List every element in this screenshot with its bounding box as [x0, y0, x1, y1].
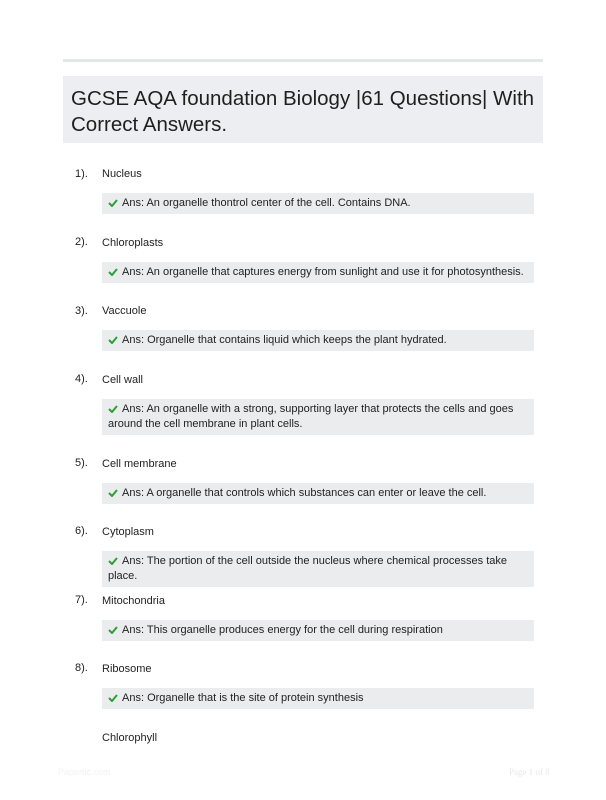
title-banner — [63, 76, 543, 143]
question-term: Cell membrane — [102, 458, 177, 470]
top-divider — [63, 59, 543, 62]
question-number: 5). — [75, 457, 88, 469]
question-number: 2). — [75, 236, 88, 248]
check-icon — [108, 268, 118, 276]
question-term: Ribosome — [102, 663, 152, 675]
check-icon — [108, 557, 118, 565]
question-term: Mitochondria — [102, 595, 165, 607]
question-number: 8). — [75, 662, 88, 674]
question-term: Cytoplasm — [102, 526, 154, 538]
question-number: 6). — [75, 525, 88, 537]
answer-text: Ans: Organelle that is the site of protein synthesis — [122, 692, 364, 704]
answer-text: Ans: An organelle that captures energy from sunlight and use it for photosynthesis. — [122, 266, 524, 278]
question-number: 7). — [75, 594, 88, 606]
check-icon — [108, 489, 118, 497]
check-icon — [108, 626, 118, 634]
check-icon — [108, 336, 118, 344]
answer-box — [102, 330, 534, 351]
answer-box — [102, 483, 534, 504]
question-term: Vaccuole — [102, 305, 147, 317]
answer-box — [102, 688, 534, 709]
question-term-next: Chlorophyll — [102, 732, 158, 744]
answer-box — [102, 399, 534, 435]
question-number: 1). — [75, 168, 88, 180]
answer-text: Ans: An organelle thontrol center of the cell. Contains DNA. — [122, 197, 411, 209]
answer-box — [102, 193, 534, 214]
answer-text: Ans: This organelle produces energy for the cell during respiration — [122, 624, 443, 636]
question-term: Chloroplasts — [102, 237, 164, 249]
answer-box — [102, 620, 534, 641]
answer-text: Ans: The portion of the cell outside the nucleus where chemical processes take place. — [108, 555, 508, 582]
page-indicator: Page 1 of 8 — [509, 767, 550, 777]
answer-box — [102, 262, 534, 283]
question-number: 3). — [75, 305, 88, 317]
question-term: Nucleus — [102, 168, 142, 180]
check-icon — [108, 199, 118, 207]
check-icon — [108, 405, 118, 413]
check-icon — [108, 694, 118, 702]
answer-text: Ans: Organelle that contains liquid which keeps the plant hydrated. — [122, 334, 447, 346]
question-number: 4). — [75, 373, 88, 385]
question-term: Cell wall — [102, 374, 143, 386]
answer-box — [102, 551, 534, 587]
page-title: GCSE AQA foundation Biology |61 Questions| With Correct Answers. — [71, 87, 535, 136]
answer-text: Ans: An organelle with a strong, supporting layer that protects the cells and goes around the cell membrane in plant cells. — [108, 403, 514, 430]
footer-watermark: Papertic.com — [58, 767, 111, 777]
answer-text: Ans: A organelle that controls which substances can enter or leave the cell. — [122, 487, 487, 499]
